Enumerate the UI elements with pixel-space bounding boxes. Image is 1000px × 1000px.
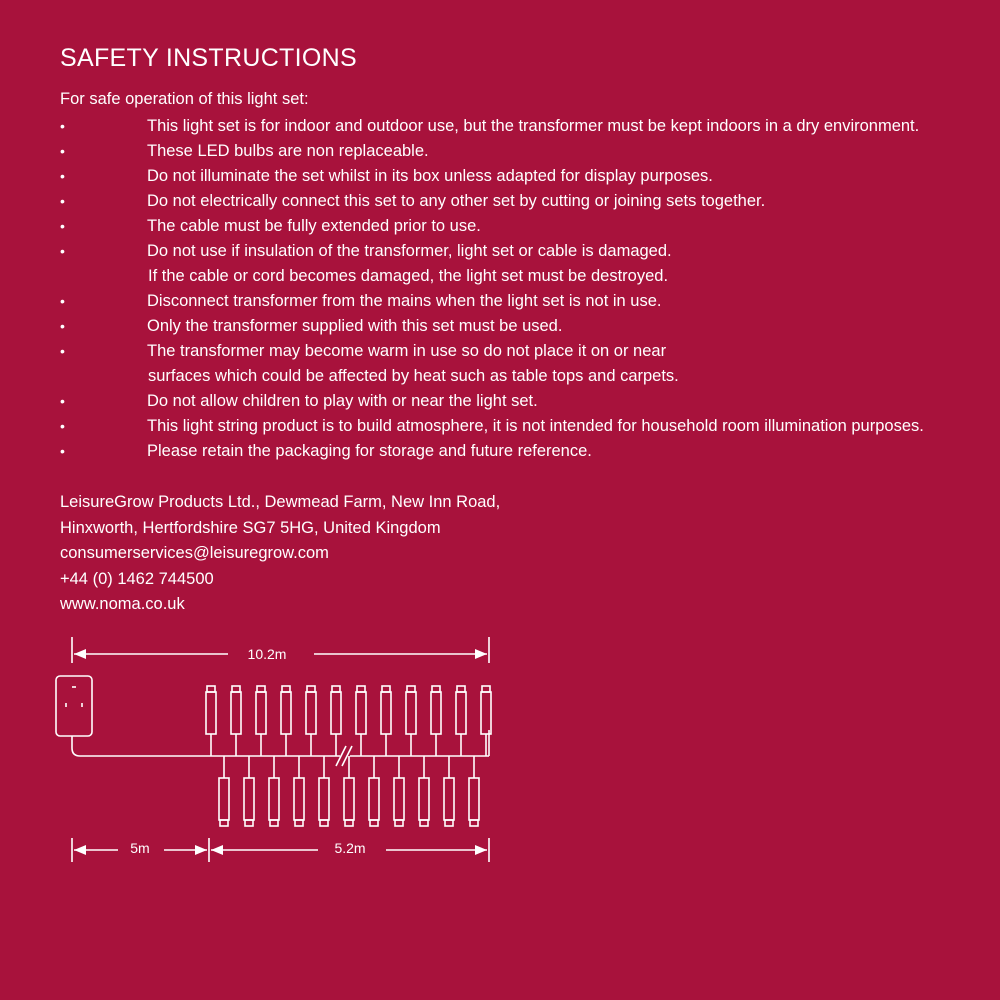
bullet-icon: • <box>60 318 65 334</box>
instruction-text: This light string product is to build atmosphere, it is not intended for household room illumination purposes. <box>147 417 924 435</box>
company-address-block <box>60 490 500 618</box>
led-bulb-icon <box>381 686 391 756</box>
instruction-text: Please retain the packaging for storage and future reference. <box>147 442 592 460</box>
bullet-icon: • <box>60 193 65 209</box>
led-bulb-icon <box>256 686 266 756</box>
led-bulb-icon <box>306 686 316 756</box>
lit-length-label: 5.2m <box>334 840 366 856</box>
lower-bulbs <box>219 756 479 826</box>
instruction-item <box>60 164 995 189</box>
arrow-head-right <box>475 649 487 659</box>
contact-email: consumerservices@leisuregrow.com <box>60 544 329 562</box>
instruction-item <box>60 414 995 439</box>
led-bulb-icon <box>281 686 291 756</box>
led-bulb-icon <box>419 756 429 826</box>
instruction-text: Do not use if insulation of the transformer, light set or cable is damaged. <box>147 242 672 260</box>
instruction-text-continued: surfaces which could be affected by heat such as table tops and carpets. <box>148 367 679 385</box>
led-bulb-icon <box>469 756 479 826</box>
led-bulb-icon <box>319 756 329 826</box>
instruction-item <box>60 139 995 164</box>
bullet-icon: • <box>60 143 65 159</box>
instruction-item <box>60 439 995 464</box>
instruction-text: Only the transformer supplied with this set must be used. <box>147 317 563 335</box>
arrow-head-left <box>74 649 86 659</box>
instruction-text: These LED bulbs are non replaceable. <box>147 142 429 160</box>
led-bulb-icon <box>406 686 416 756</box>
total-length-dimension <box>72 637 489 663</box>
instruction-item <box>60 239 995 289</box>
lead-length-label: 5m <box>130 840 150 856</box>
led-bulb-icon <box>356 686 366 756</box>
upper-bulbs <box>206 686 491 756</box>
instruction-text: Do not electrically connect this set to any other set by cutting or joining sets together. <box>147 192 766 210</box>
address-line-2: Hinxworth, Hertfordshire SG7 5HG, United Kingdom <box>60 518 441 537</box>
instruction-text-continued: If the cable or cord becomes damaged, the light set must be destroyed. <box>148 267 669 285</box>
instruction-item <box>60 189 995 214</box>
instruction-text: The cable must be fully extended prior to use. <box>147 217 481 235</box>
website-url: www.noma.co.uk <box>60 595 185 613</box>
segment-dimensions <box>72 838 489 862</box>
bullet-icon: • <box>60 343 65 359</box>
transformer-plug-icon <box>56 676 210 756</box>
bullet-icon: • <box>60 118 65 134</box>
instruction-item <box>60 314 995 339</box>
instruction-item <box>60 339 995 389</box>
bullet-icon: • <box>60 393 65 409</box>
instruction-text: The transformer may become warm in use so do not place it on or near <box>147 342 667 360</box>
instruction-text: This light set is for indoor and outdoor use, but the transformer must be kept indoors in a dry environment. <box>147 117 920 135</box>
contact-phone: +44 (0) 1462 744500 <box>60 569 214 588</box>
led-bulb-icon <box>394 756 404 826</box>
total-length-label: 10.2m <box>247 646 287 662</box>
led-bulb-icon <box>331 686 341 756</box>
bullet-icon: • <box>60 293 65 309</box>
led-bulb-icon <box>219 756 229 826</box>
led-bulb-icon <box>344 756 354 826</box>
instruction-text: Do not allow children to play with or near the light set. <box>147 392 538 410</box>
led-bulb-icon <box>294 756 304 826</box>
instruction-item <box>60 214 995 239</box>
safety-instructions-list <box>60 114 995 464</box>
led-bulb-icon <box>444 756 454 826</box>
led-bulb-icon <box>244 756 254 826</box>
address-line-1: LeisureGrow Products Ltd., Dewmead Farm, New Inn Road, <box>60 493 501 511</box>
instruction-item <box>60 389 995 414</box>
instruction-item <box>60 114 995 139</box>
instruction-item <box>60 289 995 314</box>
bullet-icon: • <box>60 418 65 434</box>
instruction-text: Disconnect transformer from the mains when the light set is not in use. <box>147 292 662 310</box>
led-bulb-icon <box>369 756 379 826</box>
led-bulb-icon <box>431 686 441 756</box>
led-bulb-icon <box>206 686 216 756</box>
instruction-text: Do not illuminate the set whilst in its box unless adapted for display purposes. <box>147 167 713 185</box>
page-title: SAFETY INSTRUCTIONS <box>60 44 357 72</box>
led-bulb-icon <box>269 756 279 826</box>
led-bulb-icon <box>231 686 241 756</box>
bullet-icon: • <box>60 443 65 459</box>
light-set-diagram <box>0 620 1000 880</box>
bullet-icon: • <box>60 243 65 259</box>
intro-text: For safe operation of this light set: <box>60 90 309 108</box>
bullet-icon: • <box>60 218 65 234</box>
led-bulb-icon <box>456 686 466 756</box>
bullet-icon: • <box>60 168 65 184</box>
